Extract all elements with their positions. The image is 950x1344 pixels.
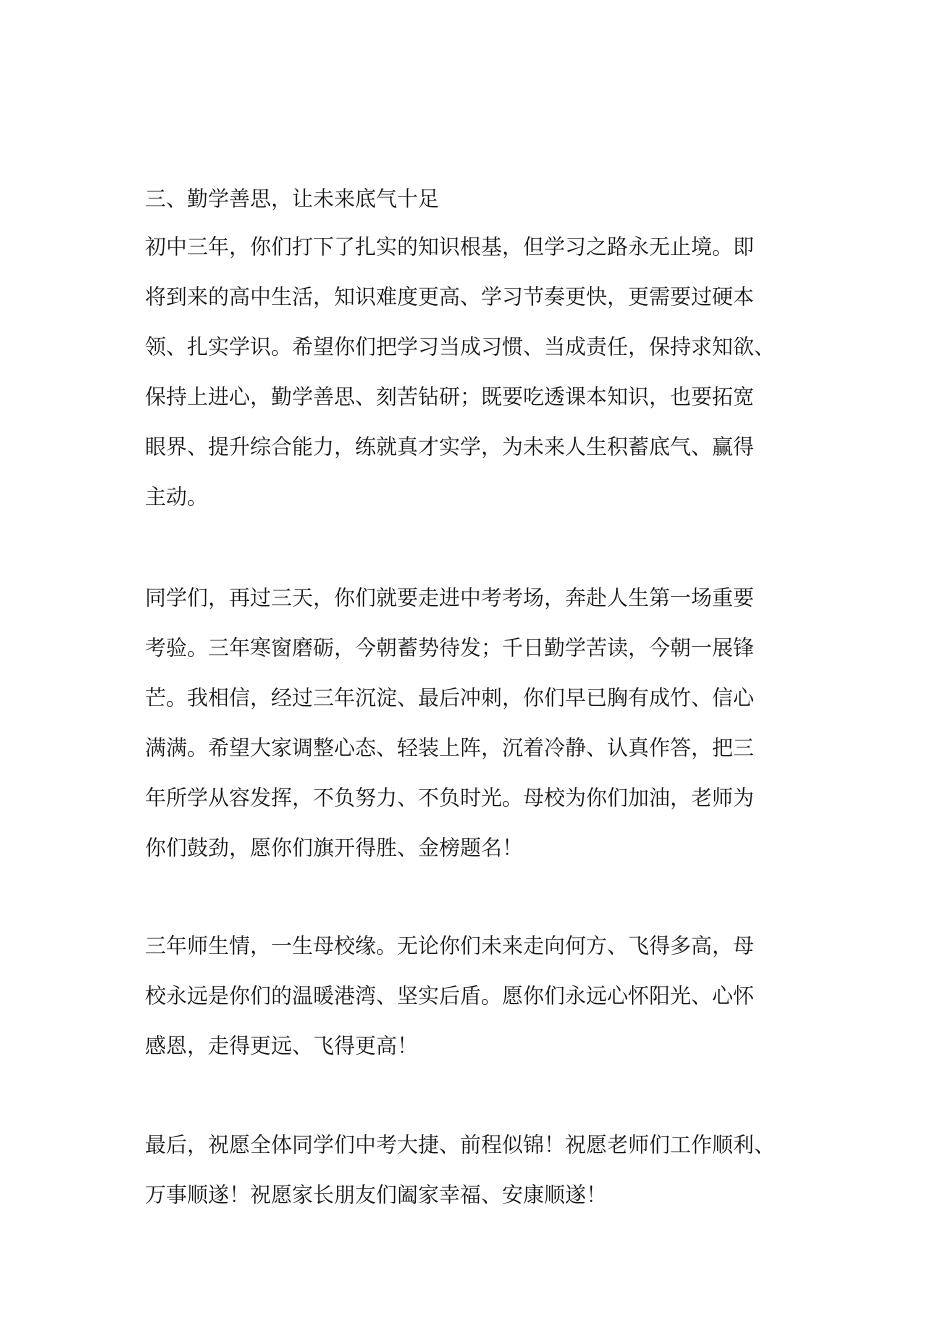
text-line: 眼界、提升综合能力，练就真才实学，为未来人生积蓄底气、赢得 (145, 435, 754, 459)
text-line: 保持上进心，勤学善思、刻苦钻研；既要吃透课本知识，也要拓宽 (145, 385, 754, 409)
paragraph-closing (145, 1120, 825, 1220)
paragraph-school (145, 921, 825, 1071)
paragraph-exam (145, 573, 825, 873)
text-line: 芒。我相信，经过三年沉淀、最后冲刺，你们早已胸有成竹、信心 (145, 686, 754, 710)
text-line: 你们鼓劲，愿你们旗开得胜、金榜题名！ (145, 836, 523, 860)
text-line: 年所学从容发挥，不负努力、不负时光。母校为你们加油，老师为 (145, 786, 754, 810)
section-heading: 三、勤学善思，让未来底气十足 (145, 187, 439, 211)
text-line: 满满。希望大家调整心态、轻装上阵，沉着冷静、认真作答，把三 (145, 736, 754, 760)
text-line: 万事顺遂！祝愿家长朋友们阖家幸福、安康顺遂！ (145, 1183, 607, 1207)
text-line: 领、扎实学识。希望你们把学习当成习惯、当成责任，保持求知欲、 (145, 335, 775, 359)
paragraph-study (145, 222, 825, 522)
text-line: 感恩，走得更远、飞得更高！ (145, 1034, 418, 1058)
text-line: 考验。三年寒窗磨砺，今朝蓄势待发；千日勤学苦读，今朝一展锋 (145, 636, 754, 660)
text-line: 同学们，再过三天，你们就要走进中考考场，奔赴人生第一场重要 (145, 586, 754, 610)
text-line: 主动。 (145, 485, 208, 509)
text-line: 将到来的高中生活，知识难度更高、学习节奏更快，更需要过硬本 (145, 285, 754, 309)
text-line: 三年师生情，一生母校缘。无论你们未来走向何方、飞得多高，母 (145, 934, 754, 958)
text-line: 初中三年，你们打下了扎实的知识根基，但学习之路永无止境。即 (145, 235, 754, 259)
text-line: 校永远是你们的温暖港湾、坚实后盾。愿你们永远心怀阳光、心怀 (145, 984, 754, 1008)
text-line: 最后，祝愿全体同学们中考大捷、前程似锦！祝愿老师们工作顺利、 (145, 1133, 775, 1157)
